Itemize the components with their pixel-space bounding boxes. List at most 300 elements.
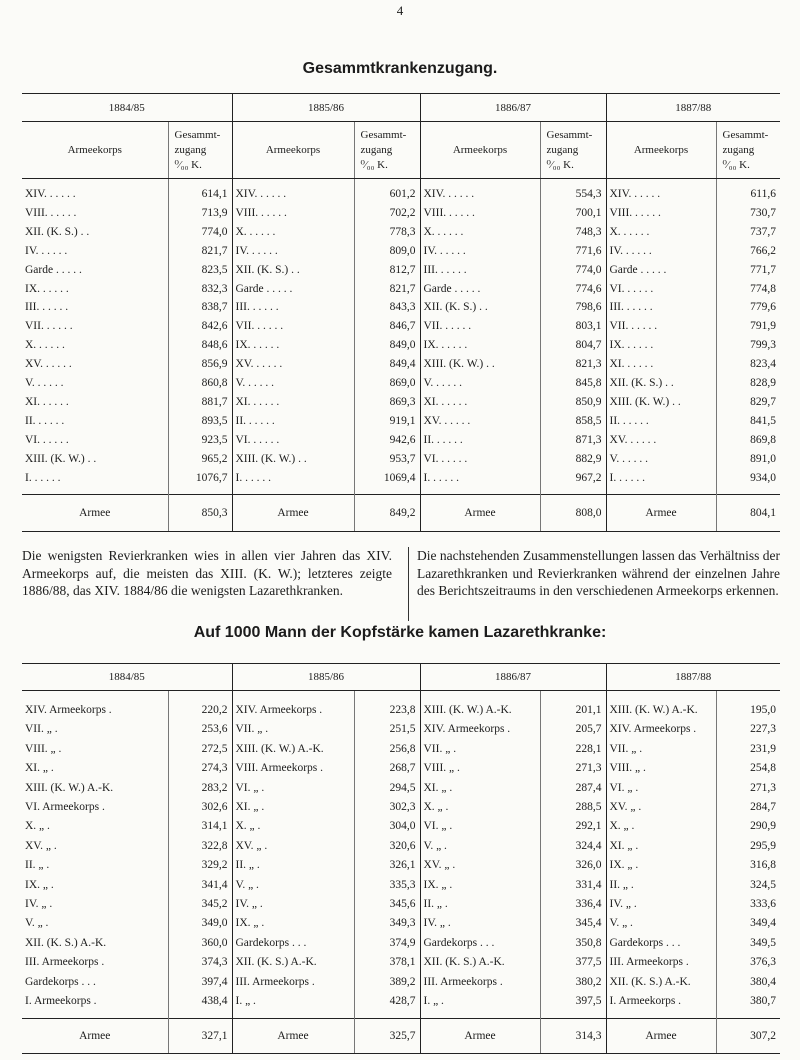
table-row	[22, 412, 780, 431]
table-row	[22, 280, 780, 299]
armee-value: 307,2	[716, 1018, 780, 1053]
corps-name: VII. „ .	[232, 720, 354, 739]
corps-name: II. . . . . .	[25, 414, 65, 427]
corps-name: IX. „ .	[420, 876, 540, 895]
corps-name: II. . . . . .	[606, 412, 716, 431]
corps-value: 201,1	[540, 691, 606, 721]
corps-value: 271,3	[716, 779, 780, 798]
corps-name: XIV. Armeekorps .	[420, 720, 540, 739]
armee-value: 325,7	[354, 1018, 420, 1053]
corps-value: 331,4	[540, 876, 606, 895]
corps-value: 380,2	[540, 973, 606, 992]
corps-value: 302,3	[354, 798, 420, 817]
corps-value: 601,2	[354, 179, 420, 204]
corps-value: 845,8	[540, 374, 606, 393]
armee-row	[22, 494, 780, 531]
corps-name: IV. . . . . .	[232, 242, 354, 261]
corps-name: X. . . . . .	[232, 223, 354, 242]
corps-name: IV. „ .	[420, 914, 540, 933]
corps-name: XII. (K. S.) A.-K.	[232, 953, 354, 972]
corps-name: XI. . . . . .	[25, 395, 69, 408]
corps-name: V. . . . . .	[420, 374, 540, 393]
corps-name: III. Armeekorps .	[232, 973, 354, 992]
corps-name: VI. . . . . .	[25, 433, 69, 446]
corps-name: VII. „ .	[420, 740, 540, 759]
armee-value: 849,2	[354, 494, 420, 531]
corps-name: IX. . . . . .	[25, 282, 69, 295]
corps-name: I. „ .	[232, 992, 354, 1018]
corps-header: Armeekorps	[22, 122, 168, 179]
corps-value: 871,3	[540, 431, 606, 450]
corps-name: Gardekorps . . .	[606, 934, 716, 953]
corps-value: 860,8	[168, 374, 232, 393]
corps-value: 271,3	[540, 759, 606, 778]
corps-value: 397,5	[540, 992, 606, 1018]
corps-value: 882,9	[540, 450, 606, 469]
corps-name: Garde . . . . .	[420, 280, 540, 299]
corps-value: 324,5	[716, 876, 780, 895]
corps-name: XII. (K. S.) A.-K.	[420, 953, 540, 972]
corps-name: I. Armeekorps .	[25, 995, 97, 1008]
corps-value: 272,5	[168, 740, 232, 759]
corps-value: 804,7	[540, 336, 606, 355]
armee-label: Armee	[606, 494, 716, 531]
gesammtkrankenzugang-body	[22, 179, 780, 495]
table-row	[22, 876, 780, 895]
corps-name: VI. . . . . .	[606, 280, 716, 299]
table-row	[22, 992, 780, 1018]
corps-name: VII. „ .	[606, 740, 716, 759]
corps-value: 251,5	[354, 720, 420, 739]
corps-name: XV. „ .	[420, 856, 540, 875]
armee-value: 314,3	[540, 1018, 606, 1053]
corps-value: 842,6	[168, 317, 232, 336]
corps-name: Garde . . . . .	[606, 261, 716, 280]
corps-value: 345,2	[168, 895, 232, 914]
corps-value: 290,9	[716, 817, 780, 836]
corps-value: 335,3	[354, 876, 420, 895]
corps-name: IV. „ .	[232, 895, 354, 914]
corps-name: VIII. „ .	[420, 759, 540, 778]
text-left-column: Die wenigsten Revierkranken wies in allen vier Jahren das XIV. Armeekorps auf, die meisten das XIII. (K. W.); letzteres zeigte 1886/88, das XIV. 1884/86 die wenigsten Lazarethkranken.	[22, 548, 392, 599]
table-row	[22, 431, 780, 450]
corps-name: IX. „ .	[606, 856, 716, 875]
zugang-header: Gesammt- zugang ⁰⁄₀₀ K.	[168, 122, 232, 179]
corps-name: IV. . . . . .	[606, 242, 716, 261]
corps-name: IV. „ .	[606, 895, 716, 914]
corps-value: 350,8	[540, 934, 606, 953]
corps-value: 326,0	[540, 856, 606, 875]
table-row	[22, 393, 780, 412]
corps-value: 320,6	[354, 837, 420, 856]
armee-label: Armee	[420, 494, 540, 531]
corps-value: 1069,4	[354, 469, 420, 494]
year-header: 1886/87	[420, 94, 606, 122]
corps-value: 316,8	[716, 856, 780, 875]
table-row	[22, 914, 780, 933]
corps-name: X. . . . . .	[25, 339, 65, 352]
corps-value: 849,0	[354, 336, 420, 355]
table-row	[22, 973, 780, 992]
corps-name: XII. (K. S.) . .	[420, 298, 540, 317]
corps-value: 843,3	[354, 298, 420, 317]
corps-name: III. Armeekorps .	[420, 973, 540, 992]
corps-name: XV. . . . . .	[232, 355, 354, 374]
corps-value: 333,6	[716, 895, 780, 914]
corps-value: 611,6	[716, 179, 780, 204]
corps-name: V. . . . . .	[25, 377, 64, 390]
corps-value: 288,5	[540, 798, 606, 817]
zugang-header: Gesammt- zugang ⁰⁄₀₀ K.	[540, 122, 606, 179]
corps-value: 965,2	[168, 450, 232, 469]
corps-name: XI. „ .	[25, 762, 54, 775]
corps-name: II. . . . . .	[232, 412, 354, 431]
corps-value: 228,1	[540, 740, 606, 759]
corps-value: 283,2	[168, 779, 232, 798]
corps-name: III. . . . . .	[420, 261, 540, 280]
corps-name: X. „ .	[420, 798, 540, 817]
corps-value: 322,8	[168, 837, 232, 856]
table-row	[22, 740, 780, 759]
corps-value: 774,0	[168, 223, 232, 242]
corps-value: 850,9	[540, 393, 606, 412]
corps-value: 374,9	[354, 934, 420, 953]
year-header: 1885/86	[232, 94, 420, 122]
corps-name: I. . . . . .	[25, 471, 61, 484]
corps-name: I. . . . . .	[232, 469, 354, 494]
corps-name: VIII. . . . . .	[420, 204, 540, 223]
corps-value: 614,1	[168, 179, 232, 204]
corps-value: 376,3	[716, 953, 780, 972]
corps-name: X. . . . . .	[606, 223, 716, 242]
corps-value: 294,5	[354, 779, 420, 798]
gesammtkrankenzugang-table	[22, 93, 780, 532]
corps-name: XV. . . . . .	[606, 431, 716, 450]
corps-value: 378,1	[354, 953, 420, 972]
corps-name: XIV. . . . . .	[420, 179, 540, 204]
corps-value: 349,5	[716, 934, 780, 953]
corps-value: 856,9	[168, 355, 232, 374]
corps-name: II. „ .	[606, 876, 716, 895]
corps-name: V. „ .	[420, 837, 540, 856]
corps-value: 397,4	[168, 973, 232, 992]
corps-name: XIII. (K. W.) A.-K.	[606, 691, 716, 721]
armee-value: 804,1	[716, 494, 780, 531]
corps-name: XIII. (K. W.) . .	[232, 450, 354, 469]
corps-name: VII. . . . . .	[606, 317, 716, 336]
armee-label: Armee	[606, 1018, 716, 1053]
corps-name: VIII. . . . . .	[606, 204, 716, 223]
corps-name: VI. Armeekorps .	[25, 801, 105, 814]
corps-name: IX. . . . . .	[420, 336, 540, 355]
corps-name: XIII. (K. W.) . .	[606, 393, 716, 412]
corps-value: 774,8	[716, 280, 780, 299]
table-row	[22, 317, 780, 336]
corps-name: X. „ .	[606, 817, 716, 836]
year-header: 1884/85	[22, 94, 232, 122]
corps-value: 702,2	[354, 204, 420, 223]
corps-value: 823,4	[716, 355, 780, 374]
corps-value: 345,6	[354, 895, 420, 914]
corps-value: 869,8	[716, 431, 780, 450]
corps-name: X. „ .	[232, 817, 354, 836]
corps-name: XII. (K. S.) . .	[25, 225, 90, 238]
corps-value: 812,7	[354, 261, 420, 280]
corps-value: 438,4	[168, 992, 232, 1018]
corps-value: 829,7	[716, 393, 780, 412]
corps-value: 360,0	[168, 934, 232, 953]
corps-value: 205,7	[540, 720, 606, 739]
corps-value: 292,1	[540, 817, 606, 836]
corps-name: II. „ .	[232, 856, 354, 875]
corps-header: Armeekorps	[606, 122, 716, 179]
corps-value: 284,7	[716, 798, 780, 817]
corps-name: VIII. „ .	[25, 742, 62, 755]
corps-name: Gardekorps . . .	[232, 934, 354, 953]
corps-value: 349,0	[168, 914, 232, 933]
corps-value: 881,7	[168, 393, 232, 412]
corps-value: 838,7	[168, 298, 232, 317]
corps-value: 828,9	[716, 374, 780, 393]
corps-value: 326,1	[354, 856, 420, 875]
armee-row	[22, 1018, 780, 1053]
corps-name: XIV. . . . . .	[606, 179, 716, 204]
corps-value: 779,6	[716, 298, 780, 317]
corps-value: 329,2	[168, 856, 232, 875]
table-row	[22, 953, 780, 972]
table-row	[22, 223, 780, 242]
table-row	[22, 934, 780, 953]
corps-value: 227,3	[716, 720, 780, 739]
corps-name: IV. . . . . .	[25, 244, 68, 257]
corps-name: XII. (K. S.) . .	[606, 374, 716, 393]
table-row	[22, 204, 780, 223]
corps-name: VIII. . . . . .	[25, 206, 77, 219]
table-row	[22, 759, 780, 778]
corps-value: 324,4	[540, 837, 606, 856]
section-title-gesammtkrankenzugang: Gesammtkrankenzugang.	[302, 60, 498, 77]
corps-name: VII. . . . . .	[25, 320, 73, 333]
armee-value: 808,0	[540, 494, 606, 531]
corps-value: 254,8	[716, 759, 780, 778]
corps-name: III. . . . . .	[232, 298, 354, 317]
corps-name: IV. . . . . .	[420, 242, 540, 261]
corps-name: I. Armeekorps .	[606, 992, 716, 1018]
armee-value: 850,3	[168, 494, 232, 531]
corps-value: 256,8	[354, 740, 420, 759]
corps-value: 869,3	[354, 393, 420, 412]
corps-name: II. . . . . .	[420, 431, 540, 450]
corps-name: V. „ .	[25, 917, 49, 930]
year-header: 1885/86	[232, 664, 420, 691]
corps-value: 287,4	[540, 779, 606, 798]
corps-value: 377,5	[540, 953, 606, 972]
corps-name: I. . . . . .	[606, 469, 716, 494]
corps-value: 223,8	[354, 691, 420, 721]
corps-name: XIV. . . . . .	[232, 179, 354, 204]
corps-value: 823,5	[168, 261, 232, 280]
corps-value: 893,5	[168, 412, 232, 431]
corps-name: VI. „ .	[606, 779, 716, 798]
year-header: 1886/87	[420, 664, 606, 691]
corps-value: 934,0	[716, 469, 780, 494]
corps-value: 953,7	[354, 450, 420, 469]
corps-value: 380,4	[716, 973, 780, 992]
table-row	[22, 450, 780, 469]
corps-value: 771,6	[540, 242, 606, 261]
corps-name: XIII. (K. W.) A.-K.	[25, 781, 114, 794]
corps-name: II. „ .	[420, 895, 540, 914]
corps-value: 304,0	[354, 817, 420, 836]
corps-name: XII. (K. S.) A.-K.	[25, 936, 107, 949]
corps-name: XV. „ .	[606, 798, 716, 817]
corps-name: VII. „ .	[25, 723, 58, 736]
corps-name: XIII. (K. W.) . .	[25, 452, 97, 465]
corps-name: XIV. . . . . .	[25, 188, 76, 200]
armee-label: Armee	[22, 494, 168, 531]
corps-name: XI. „ .	[420, 779, 540, 798]
corps-name: XI. . . . . .	[606, 355, 716, 374]
corps-name: V. . . . . .	[606, 450, 716, 469]
zugang-header: Gesammt- zugang ⁰⁄₀₀ K.	[716, 122, 780, 179]
corps-name: Garde . . . . .	[232, 280, 354, 299]
corps-value: 380,7	[716, 992, 780, 1018]
corps-name: XII. (K. S.) A.-K.	[606, 973, 716, 992]
corps-value: 314,1	[168, 817, 232, 836]
corps-name: VI. „ .	[232, 779, 354, 798]
corps-value: 748,3	[540, 223, 606, 242]
armee-label: Armee	[232, 1018, 354, 1053]
corps-value: 336,4	[540, 895, 606, 914]
corps-value: 349,3	[354, 914, 420, 933]
corps-value: 919,1	[354, 412, 420, 431]
corps-value: 737,7	[716, 223, 780, 242]
corps-value: 389,2	[354, 973, 420, 992]
corps-value: 841,5	[716, 412, 780, 431]
table-row	[22, 817, 780, 836]
corps-value: 195,0	[716, 691, 780, 721]
corps-value: 798,6	[540, 298, 606, 317]
corps-value: 869,0	[354, 374, 420, 393]
corps-name: I. „ .	[420, 992, 540, 1018]
corps-name: Gardekorps . . .	[420, 934, 540, 953]
corps-value: 700,1	[540, 204, 606, 223]
corps-header: Armeekorps	[232, 122, 354, 179]
corps-name: X. . . . . .	[420, 223, 540, 242]
corps-value: 766,2	[716, 242, 780, 261]
corps-name: XV. „ .	[25, 839, 57, 852]
corps-value: 858,5	[540, 412, 606, 431]
page-number: 4	[396, 3, 404, 18]
column-header-row	[22, 122, 780, 179]
corps-value: 799,3	[716, 336, 780, 355]
corps-name: VII. . . . . .	[232, 317, 354, 336]
corps-name: XIII. (K. W.) A.-K.	[232, 740, 354, 759]
corps-value: 730,7	[716, 204, 780, 223]
table-row	[22, 798, 780, 817]
table-row	[22, 261, 780, 280]
corps-value: 345,4	[540, 914, 606, 933]
corps-value: 791,9	[716, 317, 780, 336]
corps-value: 1076,7	[168, 469, 232, 494]
corps-name: Gardekorps . . .	[25, 975, 96, 988]
corps-value: 809,0	[354, 242, 420, 261]
corps-name: VI. „ .	[420, 817, 540, 836]
corps-value: 268,7	[354, 759, 420, 778]
corps-name: VIII. „ .	[606, 759, 716, 778]
table-row	[22, 837, 780, 856]
year-header-row	[22, 94, 780, 122]
corps-name: III. . . . . .	[25, 301, 69, 314]
corps-name: III. . . . . .	[606, 298, 716, 317]
table-row	[22, 779, 780, 798]
table-row	[22, 895, 780, 914]
armee-value: 327,1	[168, 1018, 232, 1053]
table-row	[22, 179, 780, 204]
corps-name: VIII. Armeekorps .	[232, 759, 354, 778]
corps-name: IX. . . . . .	[606, 336, 716, 355]
text-right-column: Die nachstehenden Zusammenstellungen lassen das Verhältniss der Lazarethkranken und Revierkranken während der einzelnen Jahre des Berichtszeitraums in den verschiedenen Armeekorps erkennen.	[408, 547, 780, 621]
table-row	[22, 355, 780, 374]
corps-name: VIII. . . . . .	[232, 204, 354, 223]
table-row	[22, 374, 780, 393]
table-row	[22, 242, 780, 261]
lazarethkranke-table	[22, 663, 780, 1054]
corps-name: IX. . . . . .	[232, 336, 354, 355]
corps-header: Armeekorps	[420, 122, 540, 179]
table-row	[22, 691, 780, 721]
corps-value: 821,3	[540, 355, 606, 374]
corps-name: XIV. Armeekorps .	[606, 720, 716, 739]
corps-value: 428,7	[354, 992, 420, 1018]
corps-value: 849,4	[354, 355, 420, 374]
year-header: 1887/88	[606, 94, 780, 122]
corps-name: IX. „ .	[25, 878, 54, 891]
corps-name: XI. „ .	[232, 798, 354, 817]
corps-name: VII. . . . . .	[420, 317, 540, 336]
corps-value: 220,2	[168, 691, 232, 721]
corps-value: 967,2	[540, 469, 606, 494]
armee-label: Armee	[22, 1018, 168, 1053]
year-header: 1887/88	[606, 664, 780, 691]
year-header-row	[22, 664, 780, 691]
corps-name: XIV. Armeekorps .	[25, 704, 112, 716]
corps-value: 803,1	[540, 317, 606, 336]
corps-value: 274,3	[168, 759, 232, 778]
explanatory-text	[22, 547, 780, 617]
corps-value: 846,7	[354, 317, 420, 336]
corps-name: X. „ .	[25, 820, 50, 833]
corps-value: 713,9	[168, 204, 232, 223]
corps-value: 554,3	[540, 179, 606, 204]
armee-label: Armee	[420, 1018, 540, 1053]
table-row	[22, 720, 780, 739]
table-row	[22, 469, 780, 494]
corps-value: 341,4	[168, 876, 232, 895]
corps-name: V. „ .	[606, 914, 716, 933]
corps-value: 771,7	[716, 261, 780, 280]
corps-value: 374,3	[168, 953, 232, 972]
corps-value: 832,3	[168, 280, 232, 299]
corps-value: 848,6	[168, 336, 232, 355]
year-header: 1884/85	[22, 664, 232, 691]
corps-name: V. . . . . .	[232, 374, 354, 393]
corps-name: XI. . . . . .	[420, 393, 540, 412]
corps-value: 942,6	[354, 431, 420, 450]
corps-name: III. Armeekorps .	[606, 953, 716, 972]
corps-value: 778,3	[354, 223, 420, 242]
corps-name: IX. „ .	[232, 914, 354, 933]
